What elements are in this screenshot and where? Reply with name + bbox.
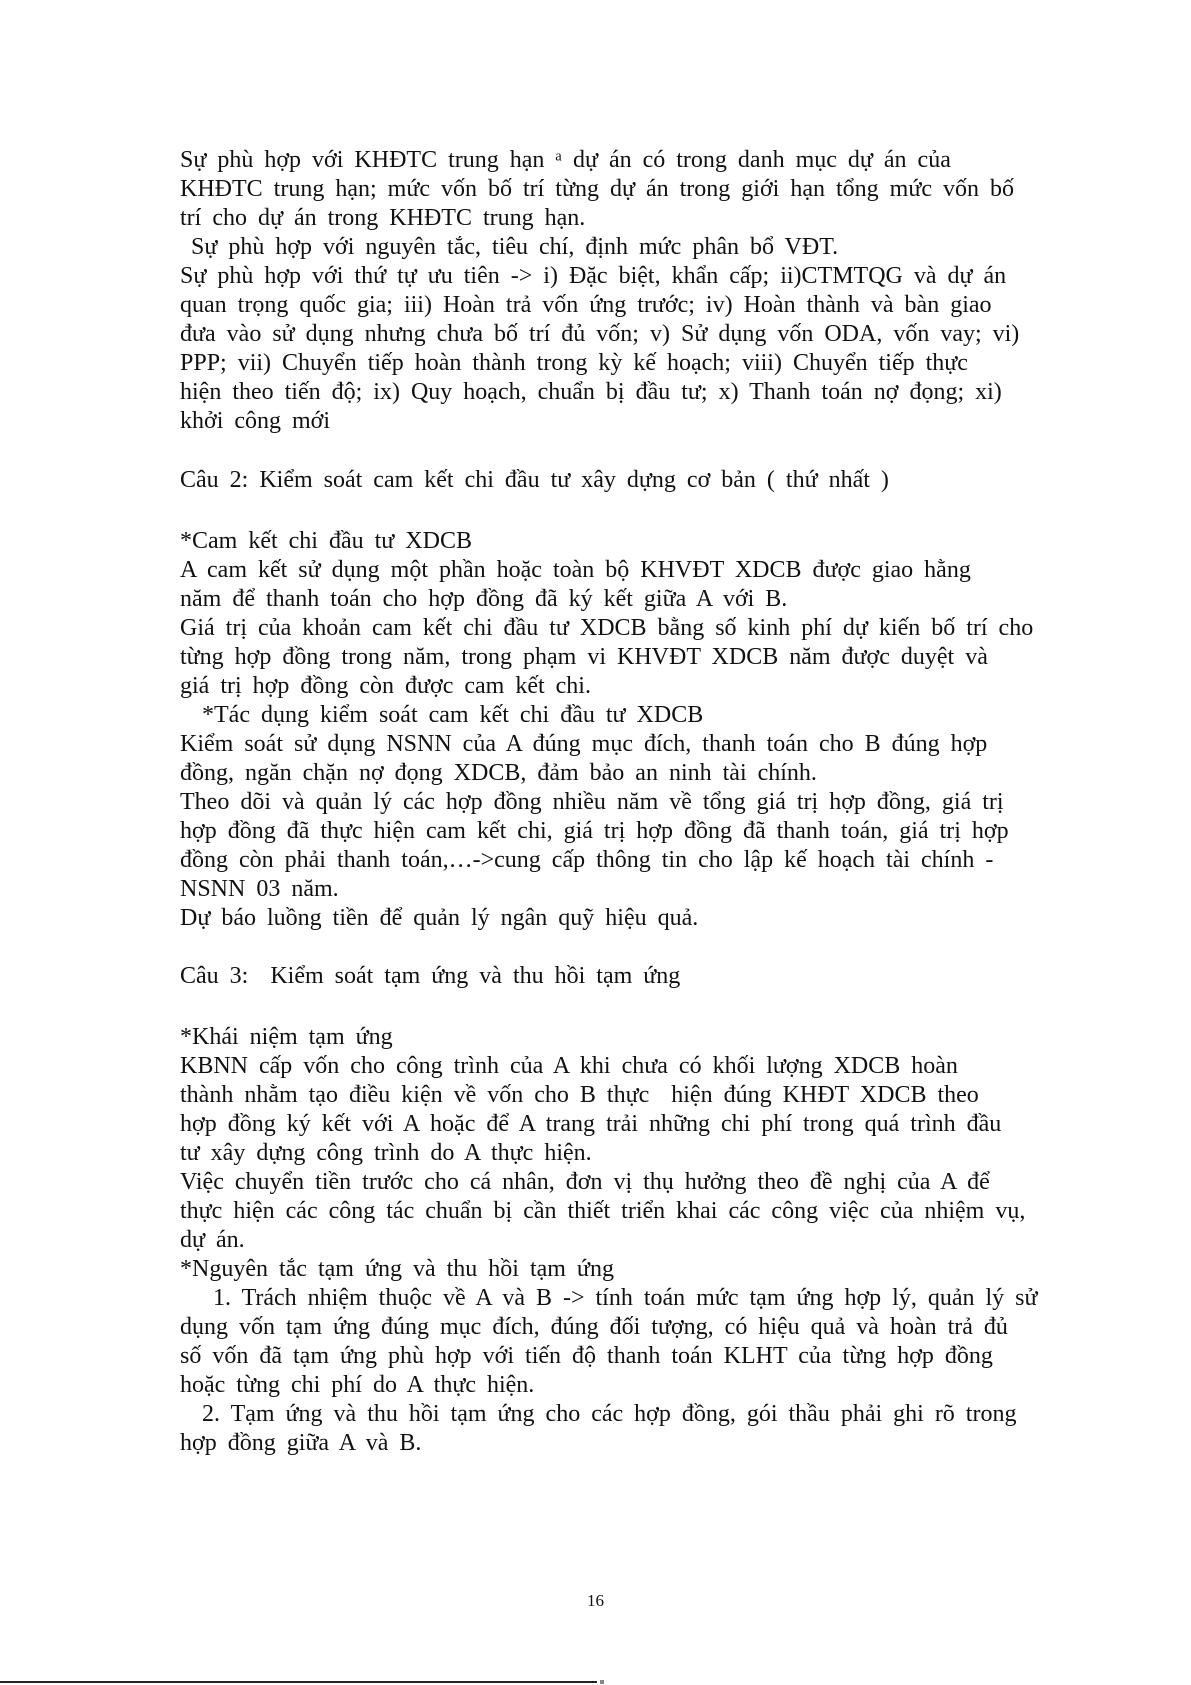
text-line: KHĐTC trung hạn; mức vốn bố trí từng dự án trong giới hạn tổng mức vốn bố [180,176,1014,202]
text-line: thành nhằm tạo điều kiện về vốn cho B thực hiện đúng KHĐT XDCB theo [180,1082,979,1108]
subheading: *Nguyên tắc tạm ứng và thu hồi tạm ứng [180,1256,614,1282]
text-line: năm để thanh toán cho hợp đồng đã ký kết giữa A với B. [180,586,788,612]
subheading: *Tác dụng kiểm soát cam kết chi đầu tư XDCB [180,702,704,728]
footer-rule-end [600,1680,604,1684]
text-line: PPP; vii) Chuyển tiếp hoàn thành trong kỳ kế hoạch; viii) Chuyển tiếp thực [180,350,968,376]
text-line: đồng còn phải thanh toán,…->cung cấp thông tin cho lập kế hoạch tài chính - [180,847,994,873]
text-line: giá trị hợp đồng còn được cam kết chi. [180,673,591,699]
section-heading: Câu 3: Kiểm soát tạm ứng và thu hồi tạm ứng [180,963,681,989]
text-line: khởi công mới [180,408,331,434]
text-line: thực hiện các công tác chuẩn bị cần thiết triển khai các công việc của nhiệm vụ, [180,1198,1026,1224]
text-line: đồng, ngăn chặn nợ đọng XDCB, đảm bảo an ninh tài chính. [180,760,817,786]
text-line: Sự phù hợp với KHĐTC trung hạn ᵃ dự án có trong danh mục dự án của [180,147,951,173]
text-line: NSNN 03 năm. [180,876,339,902]
text-line: dụng vốn tạm ứng đúng mục đích, đúng đối tượng, có hiệu quả và hoàn trả đủ [180,1314,1008,1340]
text-line: hiện theo tiến độ; ix) Quy hoạch, chuẩn bị đầu tư; x) Thanh toán nợ đọng; xi) [180,379,1002,405]
text-line: Giá trị của khoản cam kết chi đầu tư XDCB bằng số kinh phí dự kiến bố trí cho [180,615,1034,641]
text-line: hợp đồng đã thực hiện cam kết chi, giá trị hợp đồng đã thanh toán, giá trị hợp [180,818,1009,844]
text-line: Việc chuyển tiền trước cho cá nhân, đơn vị thụ hưởng theo đề nghị của A để [180,1169,990,1195]
text-line: Dự báo luồng tiền để quản lý ngân quỹ hiệu quả. [180,905,699,931]
text-line: đưa vào sử dụng nhưng chưa bố trí đủ vốn; v) Sử dụng vốn ODA, vốn vay; vi) [180,321,1020,347]
text-line: KBNN cấp vốn cho công trình của A khi chưa có khối lượng XDCB hoàn [180,1053,958,1079]
text-line: 1. Trách nhiệm thuộc về A và B -> tính toán mức tạm ứng hợp lý, quản lý sử [180,1285,1038,1311]
text-line: quan trọng quốc gia; iii) Hoàn trả vốn ứng trước; iv) Hoàn thành và bàn giao [180,292,992,318]
text-line: số vốn đã tạm ứng phù hợp với tiến độ thanh toán KLHT của từng hợp đồng [180,1343,993,1369]
text-line: dự án. [180,1227,245,1253]
footer-rule [0,1681,597,1683]
page-number: 16 [587,1591,604,1610]
subheading: *Khái niệm tạm ứng [180,1024,393,1050]
text-line: Sự phù hợp với nguyên tắc, tiêu chí, định mức phân bổ VĐT. [180,234,839,260]
text-line: Kiểm soát sử dụng NSNN của A đúng mục đích, thanh toán cho B đúng hợp [180,731,988,757]
text-line: trí cho dự án trong KHĐTC trung hạn. [180,205,586,231]
text-line: Sự phù hợp với thứ tự ưu tiên -> i) Đặc biệt, khẩn cấp; ii)CTMTQG và dự án [180,263,1007,289]
text-line: hợp đồng giữa A và B. [180,1430,422,1456]
text-line: Theo dõi và quản lý các hợp đồng nhiều năm về tổng giá trị hợp đồng, giá trị [180,789,1004,815]
text-line: hoặc từng chi phí do A thực hiện. [180,1372,535,1398]
text-line: hợp đồng ký kết với A hoặc để A trang trải những chi phí trong quá trình đầu [180,1111,1002,1137]
subheading: *Cam kết chi đầu tư XDCB [180,528,472,554]
text-line: từng hợp đồng trong năm, trong phạm vi KHVĐT XDCB năm được duyệt và [180,644,988,670]
text-line: tư xây dựng công trình do A thực hiện. [180,1140,592,1166]
section-heading: Câu 2: Kiểm soát cam kết chi đầu tư xây dựng cơ bản ( thứ nhất ) [180,467,889,493]
text-line: A cam kết sử dụng một phần hoặc toàn bộ KHVĐT XDCB được giao hằng [180,557,971,583]
text-line: 2. Tạm ứng và thu hồi tạm ứng cho các hợp đồng, gói thầu phải ghi rõ trong [180,1401,1017,1427]
